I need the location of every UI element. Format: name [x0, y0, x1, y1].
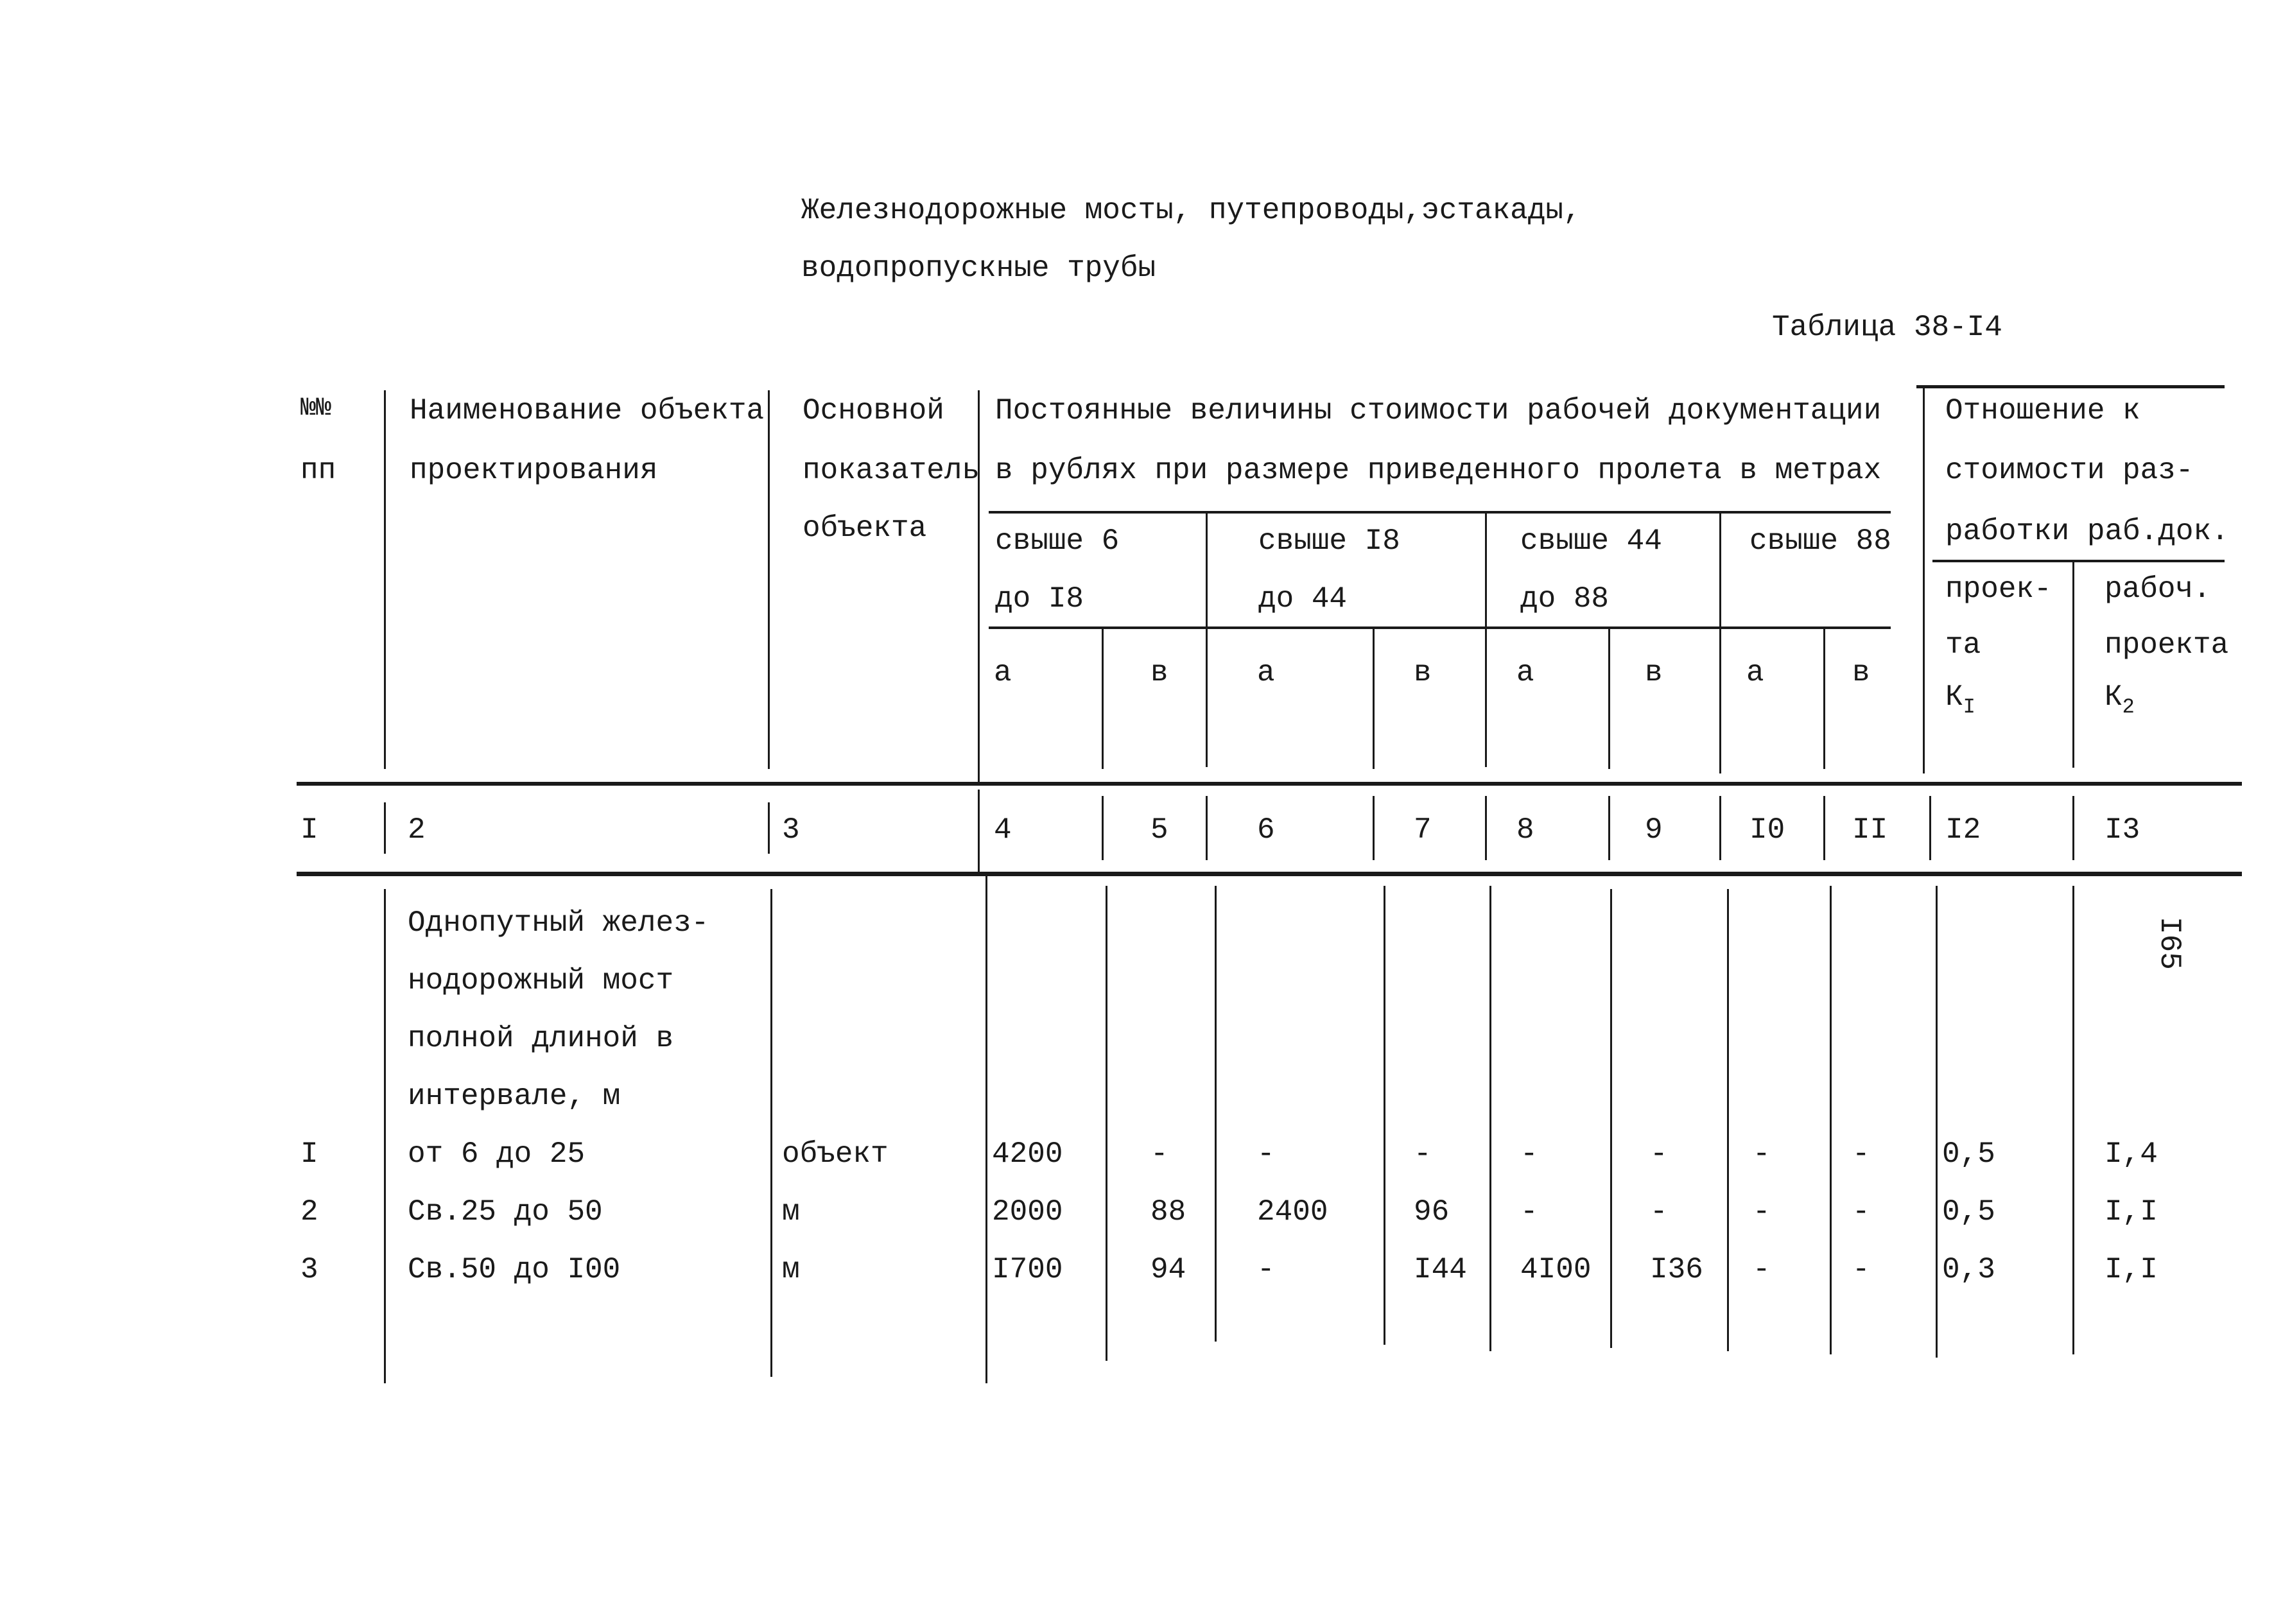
subheader-a-3: а — [1516, 656, 1534, 689]
column-divider — [1608, 796, 1610, 860]
column-number: 2 — [408, 813, 426, 847]
row-name: Св.25 до 50 — [408, 1195, 603, 1229]
column-divider — [2072, 562, 2074, 768]
header-k1-line-2: та — [1945, 628, 1981, 662]
column-divider — [1830, 886, 1832, 1354]
column-divider — [1206, 796, 1208, 860]
column-number: I0 — [1749, 813, 1785, 847]
subheader-v-2: в — [1414, 656, 1432, 689]
cell: - — [1414, 1137, 1432, 1171]
cell: I,I — [2105, 1195, 2158, 1229]
cell: 88 — [1150, 1195, 1186, 1229]
column-divider — [1102, 629, 1104, 769]
column-divider — [768, 390, 770, 769]
range-1-line-2: до I8 — [995, 582, 1084, 616]
column-divider — [978, 390, 980, 782]
header-k2-symbol: $К_2$ — [2105, 680, 2135, 719]
group-label-line-1: Однопутный желез- — [408, 906, 709, 940]
column-divider — [1485, 796, 1487, 860]
column-divider — [1608, 629, 1610, 769]
header-bottom-rule — [297, 782, 2242, 786]
column-divider — [1936, 886, 1938, 1358]
range-3-line-1: свыше 44 — [1520, 524, 1662, 558]
header-ratio-line-3: работки раб.док. — [1945, 515, 2229, 548]
header-indicator-line-2: показатель — [803, 454, 980, 487]
range-1-line-1: свыше 6 — [995, 524, 1120, 558]
cell: 94 — [1150, 1253, 1186, 1286]
cell: I,4 — [2105, 1137, 2158, 1171]
document-title-line-1: Железнодорожные мосты, путепроводы,эстакады, — [801, 194, 1581, 227]
ab-header-rule — [989, 626, 1891, 629]
column-divider — [1719, 796, 1721, 860]
row-number: 3 — [300, 1253, 318, 1286]
column-number: I — [300, 813, 318, 847]
document-title-line-2: водопропускные трубы — [801, 252, 1156, 285]
column-number: I2 — [1945, 813, 1981, 847]
column-number: 3 — [782, 813, 800, 847]
header-cost-line-2: в рублях при размере приведенного пролета в метрах — [995, 454, 1882, 487]
column-divider — [1823, 796, 1825, 860]
ratio-subheader-rule — [1932, 560, 2225, 562]
cell: I44 — [1414, 1253, 1467, 1286]
page-number: I65 — [2153, 917, 2186, 970]
row-name: от 6 до 25 — [408, 1137, 586, 1171]
column-divider — [1206, 514, 1208, 767]
column-divider — [384, 889, 386, 1383]
range-2-line-1: свыше I8 — [1258, 524, 1400, 558]
subheader-v-3: в — [1645, 656, 1663, 689]
column-divider — [770, 889, 772, 1377]
column-divider — [978, 790, 980, 872]
header-name-line-1: Наименование объекта — [410, 394, 765, 428]
group-label-line-2: нодорожный мост — [408, 964, 674, 998]
column-divider — [384, 802, 386, 854]
header-indicator-line-1: Основной — [803, 394, 944, 428]
range-2-line-2: до 44 — [1258, 582, 1348, 616]
cell: 4I00 — [1520, 1253, 1592, 1286]
column-number: 9 — [1645, 813, 1663, 847]
cell: I36 — [1650, 1253, 1703, 1286]
cell: - — [1753, 1195, 1771, 1229]
cell: I700 — [992, 1253, 1063, 1286]
header-ratio-line-1: Отношение к — [1945, 394, 2140, 428]
header-name-line-2: проектирования — [410, 454, 658, 487]
column-divider — [1373, 796, 1375, 860]
cell: - — [1753, 1253, 1771, 1286]
subheader-v-1: в — [1150, 656, 1168, 689]
column-number: II — [1852, 813, 1888, 847]
column-divider — [1373, 629, 1375, 769]
column-divider — [1102, 796, 1104, 860]
column-divider — [1485, 514, 1487, 767]
subheader-a-2: а — [1257, 656, 1275, 689]
cell: 4200 — [992, 1137, 1063, 1171]
header-ratio-line-2: стоимости раз- — [1945, 454, 2194, 487]
cell: 0,5 — [1942, 1195, 1995, 1229]
cell: - — [1753, 1137, 1771, 1171]
column-divider — [1215, 886, 1217, 1342]
table-top-rule — [1916, 385, 2225, 388]
subheader-a-1: а — [994, 656, 1012, 689]
group-label-line-4: интервале, м — [408, 1080, 621, 1113]
cell: 96 — [1414, 1195, 1450, 1229]
column-divider — [985, 876, 987, 1383]
column-divider — [1719, 514, 1721, 773]
row-number: I — [300, 1137, 318, 1171]
column-divider — [1929, 796, 1931, 860]
table-number-label: Таблица 38-I4 — [1772, 311, 2002, 344]
column-number: 7 — [1414, 813, 1432, 847]
column-divider — [2072, 796, 2074, 860]
subheader-v-4: в — [1852, 656, 1870, 689]
header-k2-line-2: проекта — [2105, 628, 2229, 662]
column-divider — [1727, 889, 1729, 1351]
cell: 0,3 — [1942, 1253, 1995, 1286]
column-divider — [768, 802, 770, 854]
header-num-line-1: №№ — [300, 394, 332, 423]
cell: 2000 — [992, 1195, 1063, 1229]
row-indicator: м — [782, 1253, 800, 1286]
column-numbers-bottom-rule — [297, 872, 2242, 876]
header-k1-line-1: проек- — [1945, 573, 2052, 606]
range-header-rule — [989, 511, 1891, 514]
header-num-line-2: пп — [300, 454, 336, 487]
header-k1-symbol: $К_I$ — [1945, 680, 1975, 719]
group-label-line-3: полной длиной в — [408, 1022, 674, 1055]
column-number: I3 — [2105, 813, 2140, 847]
header-indicator-line-3: объекта — [803, 512, 927, 545]
column-divider — [1823, 629, 1825, 769]
cell: - — [1852, 1195, 1870, 1229]
column-divider — [384, 390, 386, 769]
cell: - — [1650, 1195, 1668, 1229]
cell: - — [1520, 1137, 1538, 1171]
header-cost-line-1: Постоянные величины стоимости рабочей документации — [995, 394, 1882, 428]
column-number: 4 — [994, 813, 1012, 847]
column-divider — [1384, 886, 1385, 1345]
cell: - — [1520, 1195, 1538, 1229]
column-divider — [1106, 886, 1107, 1361]
row-name: Св.50 до I00 — [408, 1253, 621, 1286]
cell: - — [1150, 1137, 1168, 1171]
cell: - — [1650, 1137, 1668, 1171]
row-indicator: м — [782, 1195, 800, 1229]
column-divider — [1610, 889, 1612, 1348]
cell: 2400 — [1257, 1195, 1328, 1229]
subheader-a-4: а — [1746, 656, 1764, 689]
range-3-line-2: до 88 — [1520, 582, 1610, 616]
column-divider — [1923, 388, 1925, 773]
cell: - — [1852, 1137, 1870, 1171]
column-number: 8 — [1516, 813, 1534, 847]
column-divider — [2072, 886, 2074, 1354]
cell: - — [1257, 1253, 1275, 1286]
row-number: 2 — [300, 1195, 318, 1229]
cell: 0,5 — [1942, 1137, 1995, 1171]
cell: - — [1257, 1137, 1275, 1171]
header-k2-line-1: рабоч. — [2105, 573, 2211, 606]
range-4-line-1: свыше 88 — [1749, 524, 1891, 558]
column-divider — [1489, 886, 1491, 1351]
column-number: 5 — [1150, 813, 1168, 847]
row-indicator: объект — [782, 1137, 889, 1171]
cell: I,I — [2105, 1253, 2158, 1286]
column-number: 6 — [1257, 813, 1275, 847]
cell: - — [1852, 1253, 1870, 1286]
